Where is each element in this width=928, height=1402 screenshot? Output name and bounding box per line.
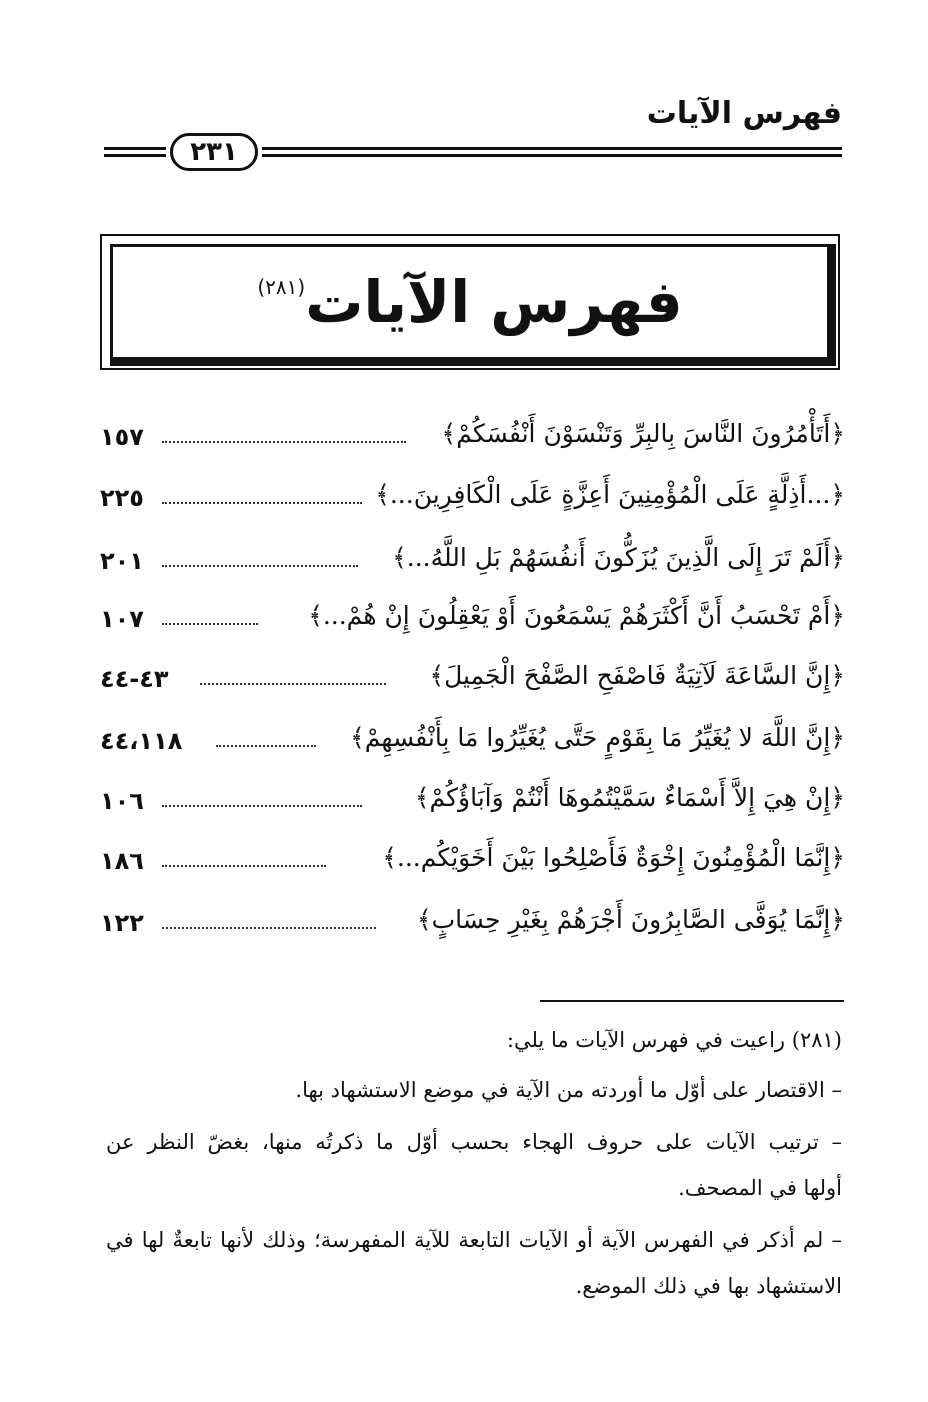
header-double-rule-right xyxy=(262,145,842,159)
footnote-reference: (٢٨١) xyxy=(257,275,306,299)
verse-text: ﴿إِنَّمَا يُوَفَّى الصَّابِرُونَ أَجْرَهُمْ بِغَيْرِ حِسَابٍ﴾ xyxy=(417,905,845,934)
footnote-item-continuation: الاستشهاد بها في ذلك الموضع. xyxy=(575,1274,842,1298)
verse-text: ﴿أَمْ تَحْسَبُ أَنَّ أَكْثَرَهُمْ يَسْمَعُونَ أَوْ يَعْقِلُونَ إِنْ هُمْ...﴾ xyxy=(308,601,845,630)
verse-entry xyxy=(100,543,845,583)
verse-page-number: ١٥٧ xyxy=(100,423,144,451)
section-title xyxy=(257,268,682,336)
verse-entry xyxy=(100,419,845,459)
verse-entry xyxy=(100,905,845,945)
footnote-item: – ترتيب الآيات على حروف الهجاء بحسب أوّل ما ذكرتُه منها، بغضّ النظر عن xyxy=(106,1130,842,1154)
verse-text: ﴿إِنَّ اللَّهَ لا يُغَيِّرُ مَا بِقَوْمٍ حَتَّى يُغَيِّرُوا مَا بِأَنْفُسِهِمْ﴾ xyxy=(350,723,845,752)
leader-dots xyxy=(162,865,326,867)
verse-entry xyxy=(100,601,845,641)
verse-page-number: ١٢٢ xyxy=(100,909,144,937)
leader-dots xyxy=(162,805,362,807)
verse-text: ﴿إِنَّ السَّاعَةَ لَآتِيَةٌ فَاصْفَحِ الصَّفْحَ الْجَمِيلَ﴾ xyxy=(429,661,845,690)
leader-dots xyxy=(162,441,406,443)
footnote-separator xyxy=(540,1000,844,1002)
running-header-title: فهرس الآيات xyxy=(646,96,842,131)
section-title-text: فهرس الآيات xyxy=(305,268,683,336)
leader-dots xyxy=(216,745,316,747)
verse-page-number: ٤٣-٤٤ xyxy=(100,665,169,693)
footnote-intro: (٢٨١) راعيت في فهرس الآيات ما يلي: xyxy=(506,1028,842,1052)
footnote-item: – لم أذكر في الفهرس الآية أو الآيات التابعة للآية المفهرسة؛ وذلك لأنها تابعةٌ لها في xyxy=(106,1228,842,1252)
verse-entry xyxy=(100,480,845,520)
page-number-badge xyxy=(170,133,258,171)
verse-page-number: ٢٢٥ xyxy=(100,484,144,512)
footnote-item-continuation: أولها في المصحف. xyxy=(678,1176,842,1200)
verse-entry xyxy=(100,843,845,883)
verse-entry xyxy=(100,723,845,763)
page-number: ٢٣١ xyxy=(190,137,238,167)
leader-dots xyxy=(200,683,386,685)
verse-text: ﴿أَتَأْمُرُونَ النَّاسَ بِالبِرِّ وَتَنْسَوْنَ أَنْفُسَكُمْ﴾ xyxy=(441,419,845,448)
leader-dots xyxy=(162,502,362,504)
leader-dots xyxy=(162,565,358,567)
verse-text: ﴿إِنَّمَا الْمُؤْمِنُونَ إِخْوَةٌ فَأَصْلِحُوا بَيْنَ أَخَوَيْكُم...﴾ xyxy=(382,843,845,872)
title-frame xyxy=(100,234,840,370)
header-double-rule-left xyxy=(104,145,166,159)
verse-text: ﴿أَلَمْ تَرَ إِلَى الَّذِينَ يُزَكُّونَ أَنفُسَهُمْ بَلِ اللَّهُ...﴾ xyxy=(392,543,845,572)
footnote-item: – الاقتصار على أوّل ما أوردته من الآية في موضع الاستشهاد بها. xyxy=(295,1078,842,1102)
title-frame-inner xyxy=(110,244,836,366)
leader-dots xyxy=(162,927,376,929)
verse-entry xyxy=(100,783,845,823)
verse-entry xyxy=(100,661,845,701)
verse-page-number: ١٨٦ xyxy=(100,847,144,875)
verse-page-number: ٢٠١ xyxy=(100,547,144,575)
verse-text: ﴿...أَذِلَّةٍ عَلَى الْمُؤْمِنِينَ أَعِزَّةٍ عَلَى الْكَافِرِينَ...﴾ xyxy=(375,480,845,509)
verse-page-number: ١٠٧ xyxy=(100,605,144,633)
leader-dots xyxy=(162,623,258,625)
verse-text: ﴿إِنْ هِيَ إِلاَّ أَسْمَاءٌ سَمَّيْتُمُوهَا أَنْتُمْ وَآبَاؤُكُمْ﴾ xyxy=(414,783,845,812)
verse-page-number: ١٠٦ xyxy=(100,787,144,815)
verse-page-number: ٤٤،١١٨ xyxy=(100,727,183,755)
